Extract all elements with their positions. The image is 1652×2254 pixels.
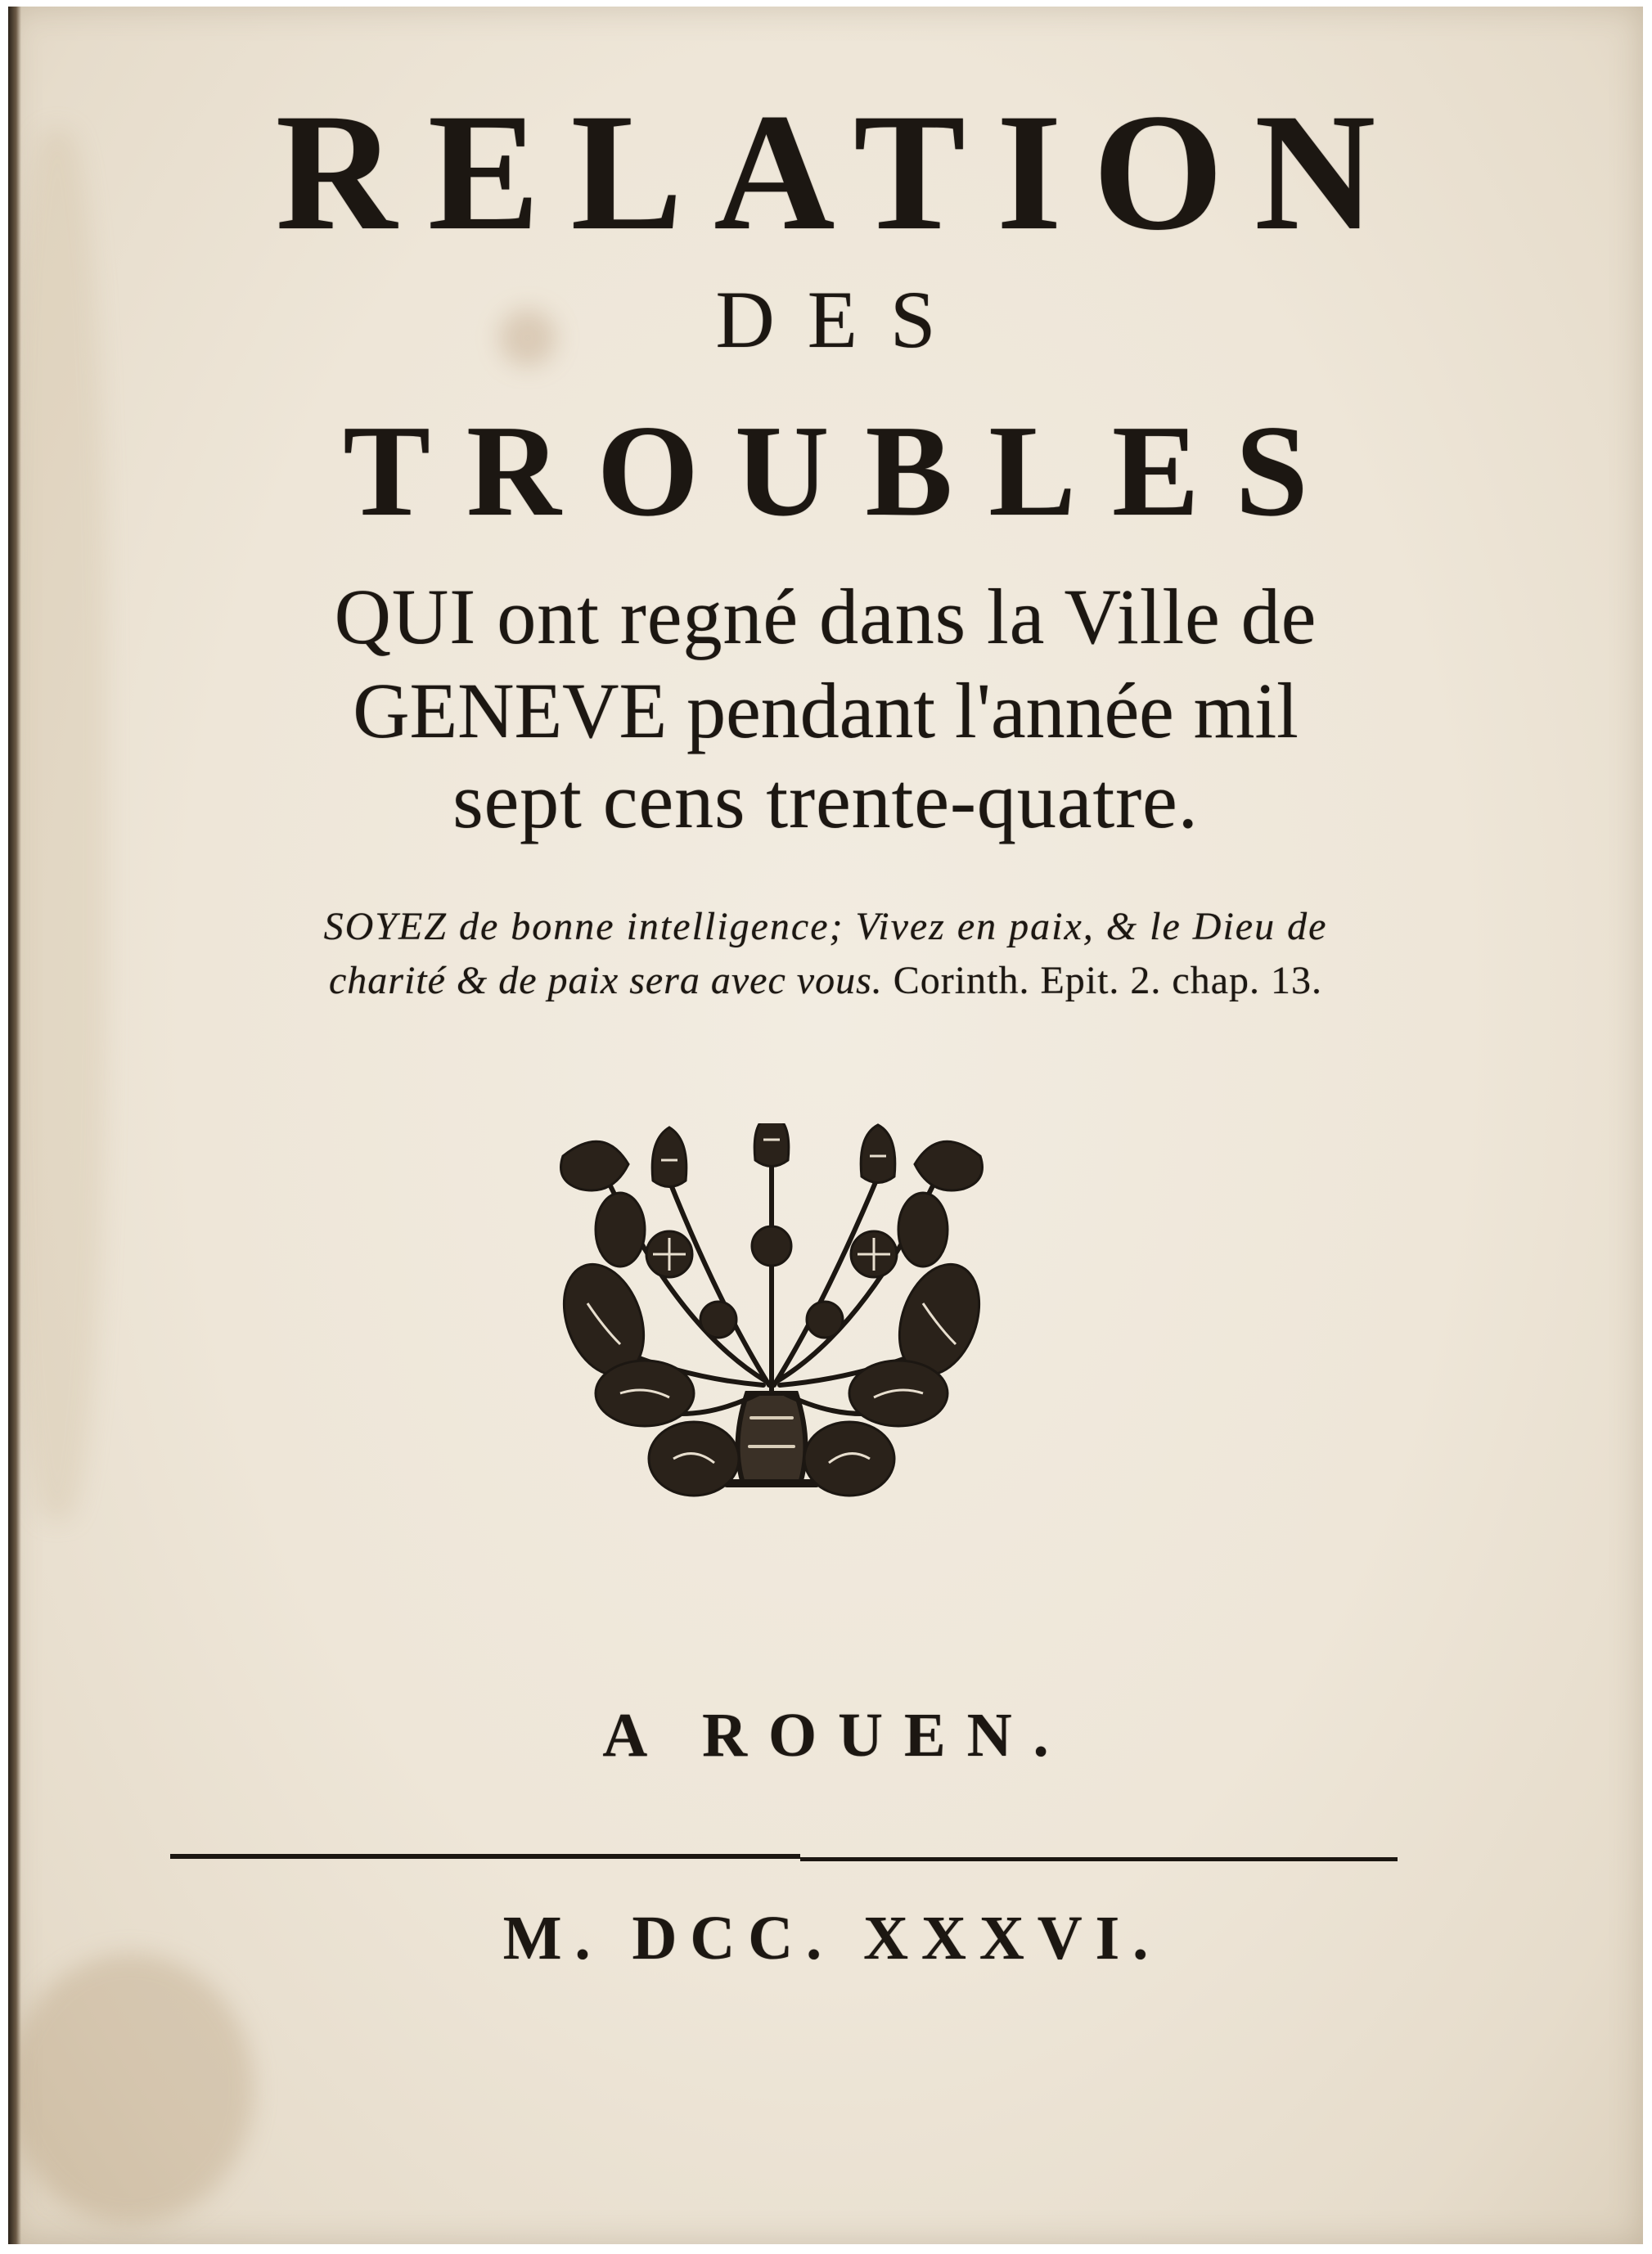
- imprint-date: M. DCC. XXXVI.: [502, 1904, 1162, 1973]
- subtitle-line-3: sept cens trente-quatre.: [452, 757, 1199, 844]
- flower-vase-woodcut-icon: [555, 1123, 988, 1524]
- title-line-troubles: TROUBLES: [343, 398, 1344, 543]
- epigraph-quote: charité & de paix sera avec vous.: [328, 959, 883, 1002]
- water-stain: [8, 1954, 254, 2224]
- title-line-des: DES: [715, 274, 969, 365]
- title-line-relation: RELATION: [275, 79, 1407, 265]
- epigraph-line-2: [8, 958, 1643, 1003]
- epigraph-citation: Corinth. Epit. 2. chap. 13.: [882, 959, 1323, 1002]
- rule-left: [170, 1854, 800, 1859]
- rule-right: [800, 1857, 1398, 1861]
- imprint-place: A ROUEN.: [602, 1701, 1070, 1770]
- subtitle-line-2: GENEVE pendant l'année mil: [353, 667, 1299, 754]
- title-page: [8, 7, 1643, 2244]
- subtitle-line-1: QUI ont regné dans la Ville de: [334, 573, 1317, 660]
- epigraph-line-1: SOYEZ de bonne intelligence; Vivez en paix, & le Dieu de: [323, 905, 1328, 948]
